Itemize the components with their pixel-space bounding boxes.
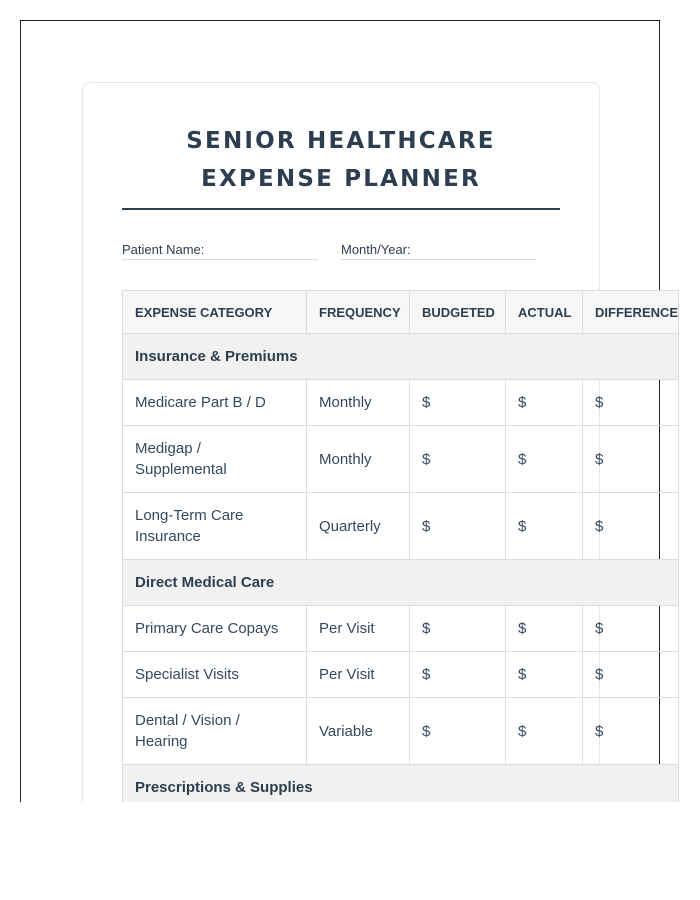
col-header-budgeted: BUDGETED [410, 291, 506, 334]
budgeted-cell[interactable]: $ [410, 652, 506, 698]
section-row [123, 334, 679, 380]
category-cell: Medigap / Supplemental [123, 426, 307, 493]
actual-cell[interactable]: $ [506, 426, 583, 493]
category-cell: Medicare Part B / D [123, 380, 307, 426]
budgeted-cell[interactable]: $ [410, 380, 506, 426]
table-row [123, 606, 679, 652]
difference-cell[interactable]: $ [583, 380, 679, 426]
difference-cell[interactable]: $ [583, 606, 679, 652]
patient-name-label: Patient Name: [122, 242, 205, 257]
month-year-field[interactable] [341, 242, 537, 260]
patient-name-field[interactable] [122, 242, 318, 260]
section-row [123, 765, 679, 803]
budgeted-cell[interactable]: $ [410, 493, 506, 560]
section-row [123, 560, 679, 606]
table-row [123, 652, 679, 698]
budgeted-cell[interactable]: $ [410, 426, 506, 493]
actual-cell[interactable]: $ [506, 652, 583, 698]
category-cell: Dental / Vision / Hearing [123, 698, 307, 765]
table-row [123, 698, 679, 765]
section-title: Prescriptions & Supplies [123, 765, 679, 803]
table-header-row [123, 291, 679, 334]
col-header-difference: DIFFERENCE [583, 291, 679, 334]
category-cell: Long-Term Care Insurance [123, 493, 307, 560]
frequency-cell: Quarterly [307, 493, 410, 560]
month-year-label: Month/Year: [341, 242, 411, 257]
actual-cell[interactable]: $ [506, 380, 583, 426]
difference-cell[interactable]: $ [583, 493, 679, 560]
col-header-frequency: FREQUENCY [307, 291, 410, 334]
category-cell: Specialist Visits [123, 652, 307, 698]
frequency-cell: Monthly [307, 426, 410, 493]
section-title: Direct Medical Care [123, 560, 679, 606]
title-divider [122, 208, 560, 210]
frequency-cell: Per Visit [307, 652, 410, 698]
col-header-actual: ACTUAL [506, 291, 583, 334]
frequency-cell: Variable [307, 698, 410, 765]
budgeted-cell[interactable]: $ [410, 606, 506, 652]
category-cell: Primary Care Copays [123, 606, 307, 652]
table-row [123, 426, 679, 493]
difference-cell[interactable]: $ [583, 426, 679, 493]
frequency-cell: Monthly [307, 380, 410, 426]
difference-cell[interactable]: $ [583, 652, 679, 698]
page-title: SENIOR HEALTHCARE EXPENSE PLANNER [186, 128, 496, 192]
table-row [123, 380, 679, 426]
actual-cell[interactable]: $ [506, 606, 583, 652]
frequency-cell: Per Visit [307, 606, 410, 652]
budgeted-cell[interactable]: $ [410, 698, 506, 765]
section-title: Insurance & Premiums [123, 334, 679, 380]
col-header-category: EXPENSE CATEGORY [123, 291, 307, 334]
difference-cell[interactable]: $ [583, 698, 679, 765]
actual-cell[interactable]: $ [506, 493, 583, 560]
expense-table [122, 290, 679, 802]
actual-cell[interactable]: $ [506, 698, 583, 765]
header-fields [122, 242, 560, 260]
planner-content [122, 82, 678, 802]
table-row [123, 493, 679, 560]
